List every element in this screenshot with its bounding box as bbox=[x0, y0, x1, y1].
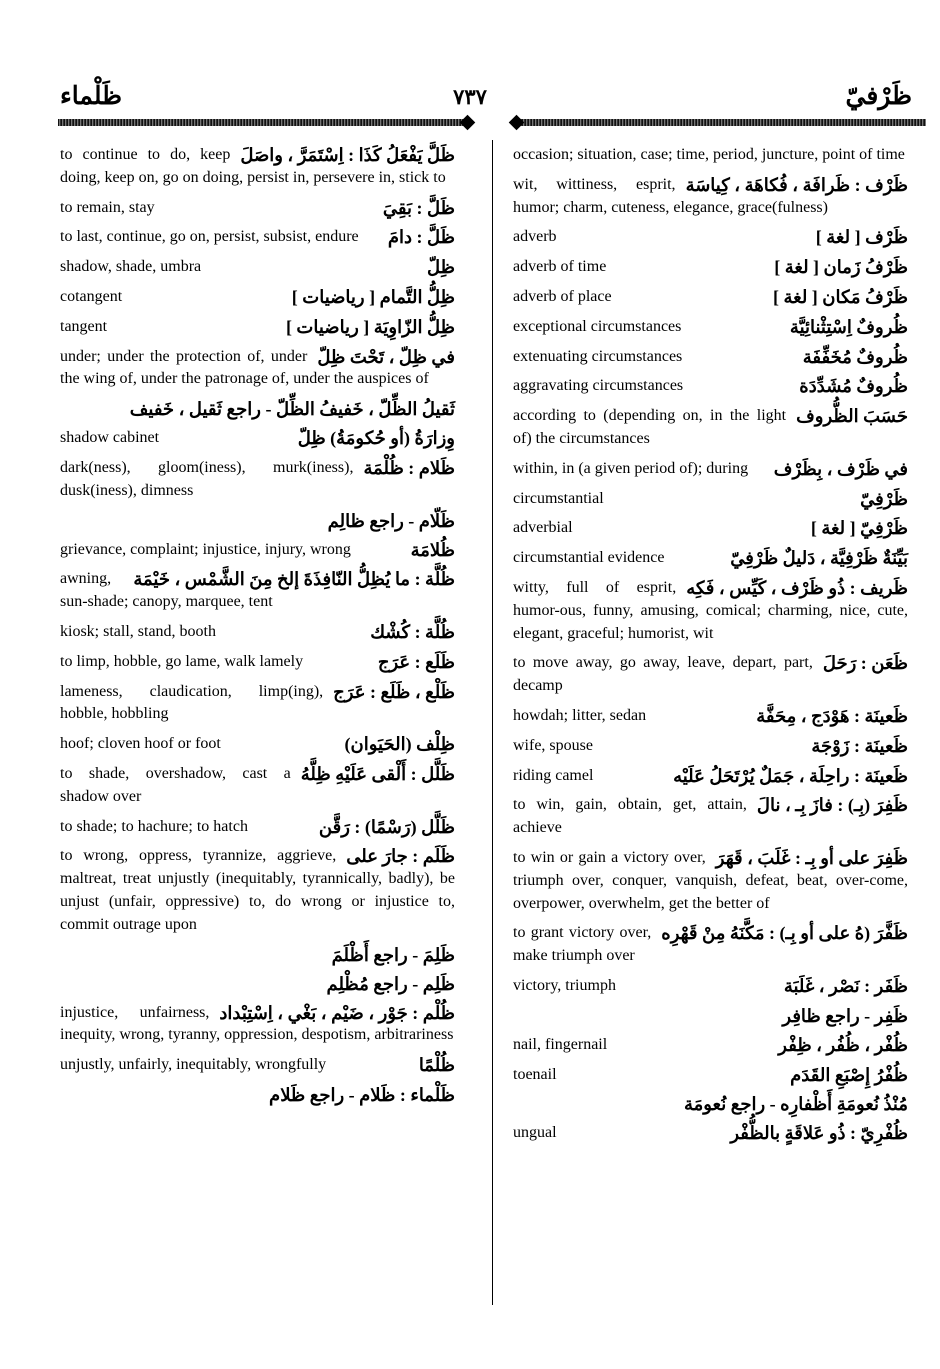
arabic-headword: حَسَبَ الظُّروف bbox=[796, 406, 908, 427]
dictionary-entry bbox=[60, 510, 455, 532]
arabic-headword: ثَقيلُ الظِّلّ ، خَفيفُ الظِّلّ - راجع ثَقيل ، خَفيف bbox=[129, 399, 455, 420]
english-definition: according to (depending on, in the light of) the circumstances bbox=[513, 407, 787, 447]
arabic-headword: ظَرْفِيّ [ لغة ] bbox=[810, 518, 908, 539]
english-definition: wit, wittiness, esprit, humor; charm, cuteness, elegance, grace(fulness) bbox=[513, 175, 828, 216]
english-definition: to last, continue, go on, persist, subsist, endure bbox=[60, 228, 359, 246]
arabic-headword: ظِلُّ التَّمام [ رياضيات ] bbox=[291, 286, 455, 307]
dictionary-entry bbox=[513, 316, 908, 339]
arabic-headword: ظُروفٌ مُشَدِّدَة bbox=[799, 376, 908, 397]
dictionary-entry bbox=[60, 427, 455, 450]
dictionary-entry bbox=[513, 458, 908, 481]
english-definition: adverb of time bbox=[513, 258, 607, 276]
dictionary-entry bbox=[513, 765, 908, 788]
arabic-headword: ظَلَّ يَفْعَلُ كَذَا : اِسْتَمَرَّ ، واصَلَ bbox=[240, 145, 455, 165]
arabic-headword: ظَلَع : عَرَج bbox=[377, 651, 455, 672]
dictionary-entry bbox=[513, 286, 908, 309]
arabic-headword: ظَلِمَ - راجع أَظْلَمَ bbox=[331, 944, 455, 965]
english-definition: to win or gain a victory over, triumph over, conquer, vanquish, defeat, beat, over-come, overpower, overwhelm, get the better of bbox=[513, 848, 908, 912]
arabic-headword: ظَلّام - راجع ظالِم bbox=[327, 510, 455, 531]
arabic-headword: ظُلَّة : كُشْك bbox=[370, 621, 455, 642]
dictionary-entry bbox=[513, 488, 908, 511]
dictionary-entry bbox=[60, 651, 455, 674]
arabic-headword: ظِلْف (الحَيَوان) bbox=[344, 734, 455, 755]
arabic-headword: ظَرْفُ مَكان [ لغة ] bbox=[772, 286, 908, 307]
english-definition: adverb of place bbox=[513, 287, 612, 305]
arabic-headword: ظُلْم : جَوْر ، ضَيْم ، بَغْي ، اِسْتِبْداد bbox=[219, 1002, 455, 1023]
english-definition: to win, gain, obtain, get, attain, achieve bbox=[513, 796, 747, 837]
dictionary-entry bbox=[60, 816, 455, 839]
header-left-guide-word: ظَلْماء bbox=[60, 83, 122, 110]
arabic-headword: ظَرْفِيّ bbox=[860, 488, 908, 509]
arabic-headword: ظُلَّة : ما يُظِلُّ النّافِذَةَ إلخ مِنَ الشَّمْس ، خَيْمَة bbox=[133, 569, 455, 590]
arabic-headword: ظَلام : ظُلْمَة bbox=[363, 457, 455, 478]
arabic-headword: ظَرْف [ لغة ] bbox=[815, 227, 908, 248]
arabic-headword: ظَلَّل (رَسْمًا) : رَقَّن bbox=[318, 816, 455, 837]
header-rule-right bbox=[516, 116, 926, 129]
english-definition: injustice, unfairness, inequity, wrong, tyranny, oppression, despotism, arbitrariness bbox=[60, 1003, 454, 1044]
english-definition: exceptional circumstances bbox=[513, 317, 682, 335]
arabic-headword: ظَلِم - راجع مُظْلِم bbox=[326, 973, 455, 994]
dictionary-entry bbox=[60, 1084, 455, 1106]
arabic-headword: ظُروفٌ مُخَفِّفَة bbox=[802, 346, 908, 367]
dictionary-entry bbox=[60, 226, 455, 249]
english-definition: to shade, overshadow, cast a shadow over bbox=[60, 764, 291, 805]
arabic-headword: ظُفْر ، ظُفُر ، ظِفْر bbox=[778, 1034, 908, 1055]
dictionary-entry bbox=[60, 144, 455, 190]
dictionary-entry bbox=[513, 517, 908, 540]
english-definition: circumstantial bbox=[513, 489, 604, 507]
dictionary-entry bbox=[513, 1122, 908, 1145]
dictionary-entry bbox=[60, 621, 455, 644]
arabic-headword: ظُروفٌ اِسْتِثْنائِيَّة bbox=[789, 316, 908, 337]
column-divider bbox=[492, 140, 493, 1305]
dictionary-entry bbox=[60, 973, 455, 995]
arabic-headword: ظَعينَة : زَوْجَة bbox=[811, 735, 908, 756]
english-definition: adverb bbox=[513, 228, 557, 246]
arabic-headword: وِزارَةُ (أو حُكومَةُ) ظِلّ bbox=[297, 428, 455, 449]
dictionary-entry bbox=[60, 286, 455, 309]
english-definition: tangent bbox=[60, 317, 108, 335]
dictionary-entry bbox=[513, 652, 908, 698]
dictionary-entry bbox=[60, 1002, 455, 1048]
english-definition: riding camel bbox=[513, 766, 594, 784]
header-rule-left bbox=[58, 116, 468, 129]
arabic-headword: في ظَرْف ، بِظَرْف bbox=[773, 458, 908, 479]
dictionary-entry bbox=[60, 733, 455, 756]
english-definition: hoof; cloven hoof or foot bbox=[60, 735, 221, 753]
dictionary-entry bbox=[513, 1005, 908, 1027]
left-column bbox=[60, 144, 455, 1113]
dictionary-entry bbox=[60, 539, 455, 562]
dictionary-entry bbox=[60, 1054, 455, 1077]
arabic-headword: ظَلَّل : أَلْقى عَلَيْهِ ظِلَّهُ bbox=[300, 763, 455, 784]
dictionary-entry bbox=[513, 346, 908, 369]
arabic-headword: ظَعينَة : هَوْدَج ، مِحَفَّة bbox=[756, 705, 908, 726]
english-definition: to grant victory over, make triumph over bbox=[513, 924, 652, 965]
dictionary-entry bbox=[60, 316, 455, 339]
english-definition: kiosk; stall, stand, booth bbox=[60, 622, 216, 640]
arabic-headword: ظَعينَة : راحِلَة ، جَمَلٌ يُرْتَحَلُ عَلَيْه bbox=[673, 765, 908, 786]
english-definition: extenuating circumstances bbox=[513, 347, 683, 365]
dictionary-entry bbox=[513, 1093, 908, 1115]
arabic-headword: ظَلْع ، ظَلَع : عَرَج bbox=[333, 681, 455, 702]
english-definition: under; under the protection of, under the wing of, under the patronage of, under the auspices of bbox=[60, 347, 429, 388]
english-definition: dark(ness), gloom(iness), murk(iness), dusk(iness), dimness bbox=[60, 458, 354, 499]
english-definition: wife, spouse bbox=[513, 736, 593, 754]
dictionary-entry bbox=[60, 256, 455, 279]
english-definition: witty, full of esprit, humor-ous, funny, amusing, comical; charming, nice, cute, elegant, graceful; humorist, wit bbox=[513, 578, 908, 642]
dictionary-entry bbox=[60, 763, 455, 809]
english-definition: to continue to do, keep doing, keep on, go on doing, persist in, persevere in, stick to bbox=[60, 146, 446, 186]
english-definition: to remain, stay bbox=[60, 198, 155, 216]
dictionary-entry bbox=[60, 398, 455, 420]
english-definition: to move away, go away, leave, depart, part, decamp bbox=[513, 654, 813, 695]
english-definition: howdah; litter, sedan bbox=[513, 706, 647, 724]
english-definition: cotangent bbox=[60, 287, 123, 305]
page-number: ٧٣٧ bbox=[453, 85, 487, 109]
english-definition: aggravating circumstances bbox=[513, 377, 684, 395]
arabic-headword: ظَفَّرَ (هُ على أو بِـ) : مَكَّنَهُ مِنْ قَهْرِه bbox=[661, 923, 908, 944]
dictionary-entry bbox=[60, 845, 455, 936]
english-definition: grievance, complaint; injustice, injury, wrong bbox=[60, 540, 351, 558]
dictionary-entry bbox=[60, 568, 455, 614]
english-definition: nail, fingernail bbox=[513, 1035, 608, 1053]
arabic-headword: ظَفِر - راجع ظافِر bbox=[782, 1005, 908, 1026]
dictionary-entry bbox=[60, 681, 455, 727]
dictionary-entry bbox=[513, 226, 908, 249]
arabic-headword: ظِلّ bbox=[427, 257, 455, 278]
english-definition: awning, sun-shade; canopy, marquee, tent bbox=[60, 570, 273, 611]
dictionary-entry bbox=[513, 922, 908, 968]
dictionary-entry bbox=[513, 256, 908, 279]
english-definition: circumstantial evidence bbox=[513, 549, 665, 567]
english-definition: shadow, shade, umbra bbox=[60, 258, 202, 276]
arabic-headword: ظَريف : ذُو ظَرْف ، كَيِّس ، فَكِه bbox=[686, 577, 908, 598]
arabic-headword: ظُفْرِيّ : ذُو عَلاقَةٍ بالظُّفْر bbox=[730, 1123, 908, 1144]
arabic-headword: بَيِّنَةٌ ظَرْفِيَّة ، دَليلٌ ظَرْفِيّ bbox=[730, 548, 908, 569]
arabic-headword: ظَلَّ : بَقِيَ bbox=[382, 197, 455, 218]
english-definition: to wrong, oppress, tyrannize, aggrieve, maltreat, treat unjustly (inequitably, tyrannically, badly), be unjust (unfair, oppressive) to, do wrong or injustice to, commit outrage upon bbox=[60, 847, 455, 933]
arabic-headword: ظَفِرَ على أو بِـ : غَلَبَ ، قَهَرَ bbox=[715, 847, 908, 868]
dictionary-entry bbox=[513, 1064, 908, 1087]
dictionary-entry bbox=[513, 144, 908, 167]
dictionary-entry bbox=[60, 944, 455, 966]
dictionary-entry bbox=[513, 547, 908, 570]
dictionary-entry bbox=[513, 975, 908, 998]
arabic-headword: ظَلْماء : ظَلام - راجع ظَلام bbox=[269, 1084, 455, 1105]
arabic-headword: ظَفِرَ (بِـ) : فازَ بِـ ، نالَ bbox=[756, 795, 908, 816]
english-definition: adverbial bbox=[513, 519, 573, 537]
dictionary-entry bbox=[513, 375, 908, 398]
arabic-headword: ظُلامَة bbox=[410, 539, 455, 560]
arabic-headword: ظَفَر : نَصْر ، غَلَبَة bbox=[783, 975, 908, 996]
arabic-headword: ظَلَم : جارَ على bbox=[346, 846, 455, 867]
dictionary-entry bbox=[513, 794, 908, 840]
english-definition: shadow cabinet bbox=[60, 429, 160, 447]
arabic-headword: في ظِلّ ، تَحْتَ ظِلّ bbox=[317, 346, 455, 367]
english-definition: unjustly, unfairly, inequitably, wrongfully bbox=[60, 1056, 327, 1074]
english-definition: victory, triumph bbox=[513, 976, 616, 994]
arabic-headword: ظَرْف : ظَرافَة ، فُكاهَة ، كِياسَة bbox=[685, 174, 908, 195]
dictionary-entry bbox=[60, 346, 455, 392]
dictionary-entry bbox=[513, 735, 908, 758]
dictionary-entry bbox=[513, 1034, 908, 1057]
dictionary-entry bbox=[513, 405, 908, 451]
english-definition: within, in (a given period of); during bbox=[513, 459, 749, 477]
diamond-ornament bbox=[460, 115, 476, 131]
arabic-headword: ظُفْرُ إِصْبَعِ القَدَم bbox=[790, 1064, 908, 1085]
dictionary-entry bbox=[60, 457, 455, 503]
header-right-guide-word: ظَرْفيّ bbox=[845, 83, 912, 110]
right-column bbox=[513, 144, 908, 1152]
diamond-ornament bbox=[509, 115, 525, 131]
english-definition: occasion; situation, case; time, period, juncture, point of time bbox=[513, 146, 905, 163]
english-definition: to limp, hobble, go lame, walk lamely bbox=[60, 652, 304, 670]
dictionary-entry bbox=[513, 577, 908, 645]
arabic-headword: ظِلُّ الزّاوِيَة [ رياضيات ] bbox=[285, 316, 455, 337]
dictionary-entry bbox=[513, 705, 908, 728]
english-definition: lameness, claudication, limp(ing), hobble, hobbling bbox=[60, 682, 324, 723]
dictionary-entry bbox=[60, 197, 455, 220]
arabic-headword: ظَعَن : رَحَلَ bbox=[822, 653, 908, 674]
english-definition: to shade; to hachure; to hatch bbox=[60, 817, 248, 835]
dictionary-entry bbox=[513, 174, 908, 220]
dictionary-entry bbox=[513, 847, 908, 915]
english-definition: toenail bbox=[513, 1065, 557, 1083]
arabic-headword: مُنْذُ نُعومَةِ أَظْفارِه - راجع نُعومَة bbox=[683, 1094, 908, 1115]
english-definition: ungual bbox=[513, 1124, 557, 1142]
arabic-headword: ظُلْمًا bbox=[418, 1055, 455, 1076]
arabic-headword: ظَلَّ : دامَ bbox=[387, 227, 455, 248]
arabic-headword: ظَرْفُ زَمان [ لغة ] bbox=[774, 257, 908, 278]
